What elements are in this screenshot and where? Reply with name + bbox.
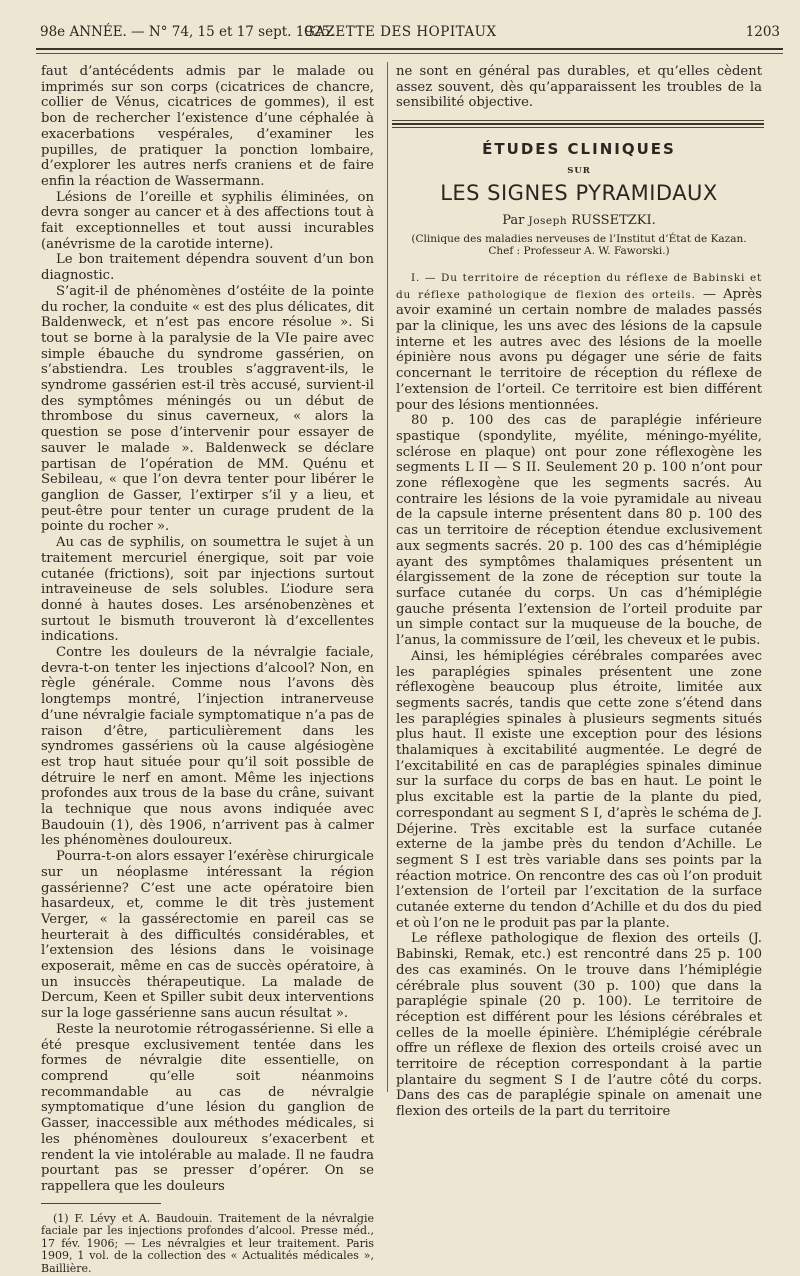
article-separator bbox=[392, 120, 764, 128]
author-prefix: Par bbox=[502, 213, 525, 229]
paragraph: 80 p. 100 des cas de paraplégie inférieure spastique (spondylite, myélite, méningo-myélite, sclérose en plaque) ont pour zone réflexogène les segments L II — S II. Seulement 20 p. 100 n’ont pour zone réflexogène que les segments sacrés. Au contraire les lésions de la voie pyramidale au niveau de la capsule interne présentent dans 80 p. 100 des cas un territoire de réception étendue exclusivement aux segments sacrés. 20 p. 100 des cas d’hémiplégie ayant des symptômes thalamiques présentent un élargissement de la zone de réception sur toute la surface cutanée du corps. Un cas d’hémiplégie gauche présenta l’extension de l’orteil produite par un simple contact sur la muqueuse de la bouche, de l’anus, la commissure de l’œil, les cheveux et le pubis. bbox=[396, 413, 762, 649]
affiliation-line: (Clinique des maladies nerveuses de l’Institut d’État de Kazan. bbox=[411, 232, 747, 245]
paragraph: Ainsi, les hémiplégies cérébrales comparées avec les paraplégies spinales présentent une zone réflexogène beaucoup plus étroite, limitée aux segments sacrés, tandis que cette zone s’étend dans les paraplégies spinales à plusieurs segments situés plus haut. Il existe une exception pour des lésions thalamiques à excitabilité augmentée. Le degré de l’excitabilité en cas de paraplégies spinales diminue sur la surface du corps de bas en haut. Le point le plus excitable est la partie de la plante du pied, correspondant au segment S I, d’après le schéma de J. Déjerine. Très excitable est la surface cutanée externe de la jambe près du tendon d’Achille. Le segment S I est très variable dans ses points par la réaction motrice. On rencontre des cas où l’on produit l’extension de l’orteil par l’excitation de la surface cutanée externe du tendon d’Achille et du dos du pied et où l’on ne le produit pas par la plante. bbox=[396, 648, 762, 931]
section-text: — Après avoir examiné un certain nombre de malades passés par la clinique, les uns avec des lésions de la capsule interne et les autres avec des lésions de la moelle épinière nous avons pu dégager une série de faits concernant le territoire de réception du réflexe de l’extension de l’orteil. Ce territoire est bien différent pour des lésions mentionnées. bbox=[396, 286, 762, 413]
paragraph: Pourra-t-on alors essayer l’exérèse chirurgicale sur un néoplasme intéressant la région gassérienne? C’est une acte opératoire bien hasardeux, et, comme le dit très justement Verger, « la gassérectomie en pareil cas se heurterait à des difficultés considérables, et l’extension des lésions dans le voisinage exposerait, même en cas de succès opératoire, à un insuccès thérapeutique. La malade de Dercum, Keen et Spiller subit deux interventions sur la loge gassérienne sans aucun résultat ». bbox=[41, 849, 374, 1022]
section-heading-paragraph bbox=[396, 270, 762, 413]
paragraph: Le réflexe pathologique de flexion des orteils (J. Babinski, Remak, etc.) est rencontré dans 25 p. 100 des cas examinés. On le trouve dans l’hémiplégie cérébrale plus souvent (30 p. 100) que dans la paraplégie spinale (20 p. 100). Le territoire de réception est différent pour les lésions cérébrales et celles de la moelle épinière. L’hémiplégie cérébrale offre un réflexe de flexion des orteils croisé avec un territoire de réception correspondant à la partie plantaire du segment S I de l’autre côté du corps. Dans des cas de paraplégie spinale on amenait une flexion des orteils de la part du territoire bbox=[396, 931, 762, 1120]
author-first-name: Joseph bbox=[528, 215, 568, 228]
paragraph: S’agit-il de phénomènes d’ostéite de la pointe du rocher, la conduite « est des plus délicates, dit Baldenweck, et n’est pas encore résolue ». Si tout se borne à la paralysie de la VIe paire avec simple ébauche du syndrome gassérien, on s’abstiendra. Les troubles s’aggravent-ils, le syndrome gassérien est-il très accusé, survient-il des symptômes méningés ou un début de thrombose du sinus caverneux, « alors la question se pose d’intervenir pour essayer de sauver le malade ». Baldenweck se déclare partisan de l’opération de MM. Quénu et Sebileau, « que l’on devra tenter pour libérer le ganglion de Gasser, l’extirper s’il y a lieu, et peut-être pour tenter un curage prudent de la pointe du rocher ». bbox=[41, 283, 374, 535]
paragraph: ne sont en général pas durables, et qu’elles cèdent assez souvent, dès qu’apparaissent les troubles de la sensibilité objective. bbox=[396, 64, 762, 111]
article-title: LES SIGNES PYRAMIDAUX bbox=[440, 180, 718, 205]
issue-line: 98e ANNÉE. — N° 74, 15 et 17 sept. 1925. bbox=[40, 24, 335, 40]
paragraph: Lésions de l’oreille et syphilis éliminées, on devra songer au cancer et à des affections tout à fait exceptionnelles et tout aussi incurables (anévrisme de la carotide interne). bbox=[41, 189, 374, 252]
header-rule bbox=[36, 48, 783, 50]
left-column bbox=[41, 64, 374, 1276]
affiliation-line: Chef : Professeur A. W. Faworski.) bbox=[488, 244, 670, 257]
paragraph: faut d’antécédents admis par le malade ou imprimés sur son corps (cicatrices de chancre, collier de Vénus, cicatrices de gommes), il est bon de rechercher l’existence d’une céphalée à exacerbations vespérales, d’examiner les pupilles, de pratiquer la ponction lombaire, d’explorer les autres nerfs craniens et de faire enfin la réaction de Wassermann. bbox=[41, 64, 374, 189]
page-number: 1203 bbox=[745, 24, 780, 40]
section-heading: I. — Du territoire de réception du réflexe de Babinski et du réflexe pathologique de flexion des orteils. bbox=[396, 271, 762, 301]
author-last-name: RUSSETZKI. bbox=[571, 213, 656, 229]
paragraph: Au cas de syphilis, on soumettra le sujet à un traitement mercuriel énergique, soit par voie cutanée (frictions), soit par injections surtout intraveineuse de sels solubles. L’iodure sera donné à hautes doses. Les arsénobenzènes et surtout le bismuth trouveront là d’excellentes indications. bbox=[41, 535, 374, 645]
paragraph: Le bon traitement dépendra souvent d’un bon diagnostic. bbox=[41, 252, 374, 284]
affiliation bbox=[396, 233, 762, 257]
footnote: (1) F. Lévy et A. Baudouin. Traitement de la névralgie faciale par les injections profondes d’alcool. Presse méd., 17 fév. 1906; — Les névralgies et leur traitement. Paris 1909, 1 vol. de la collection des « Actualités médicales », Baillière. bbox=[41, 1211, 374, 1275]
section-title: ÉTUDES CLINIQUES bbox=[482, 140, 676, 159]
paragraph: Reste la neurotomie rétrogassérienne. Si elle a été presque exclusivement tentée dans les formes de névralgie dite essentielle, on comprend qu’elle soit néanmoins recommandable au cas de névralgie symptomatique d’une lésion du ganglion de Gasser, inaccessible aux méthodes médicales, si les phénomènes douloureux s’exacerbent et rendent la vie intolérable au malade. Il ne faudra pourtant pas se presser d’opérer. On se rappellera que les douleurs bbox=[41, 1021, 374, 1194]
header-rule-thin bbox=[36, 53, 783, 54]
footnote-rule bbox=[41, 1203, 161, 1204]
journal-title: GAZETTE DES HOPITAUX bbox=[304, 24, 497, 40]
running-header bbox=[40, 24, 780, 46]
right-column bbox=[396, 64, 762, 1120]
title-connector: SUR bbox=[567, 165, 591, 176]
paragraph: Contre les douleurs de la névralgie faciale, devra-t-on tenter les injections d’alcool? Non, en règle générale. Comme nous l’avons dès longtemps montré, l’injection intranerveuse d’une névralgie faciale symptomatique n’a pas de raison d’être, particulièrement dans les syndromes gassériens où la cause algésiogène est trop haut située pour qu’il soit possible de détruire le nerf en amont. Même les injections profondes aux trous de la base du crâne, suivant la technique que nous avons indiquée avec Baudouin (1), dès 1906, n’arrivent pas à calmer les phénomènes douloureux. bbox=[41, 645, 374, 849]
author-line bbox=[396, 213, 762, 230]
column-divider bbox=[387, 62, 388, 1092]
